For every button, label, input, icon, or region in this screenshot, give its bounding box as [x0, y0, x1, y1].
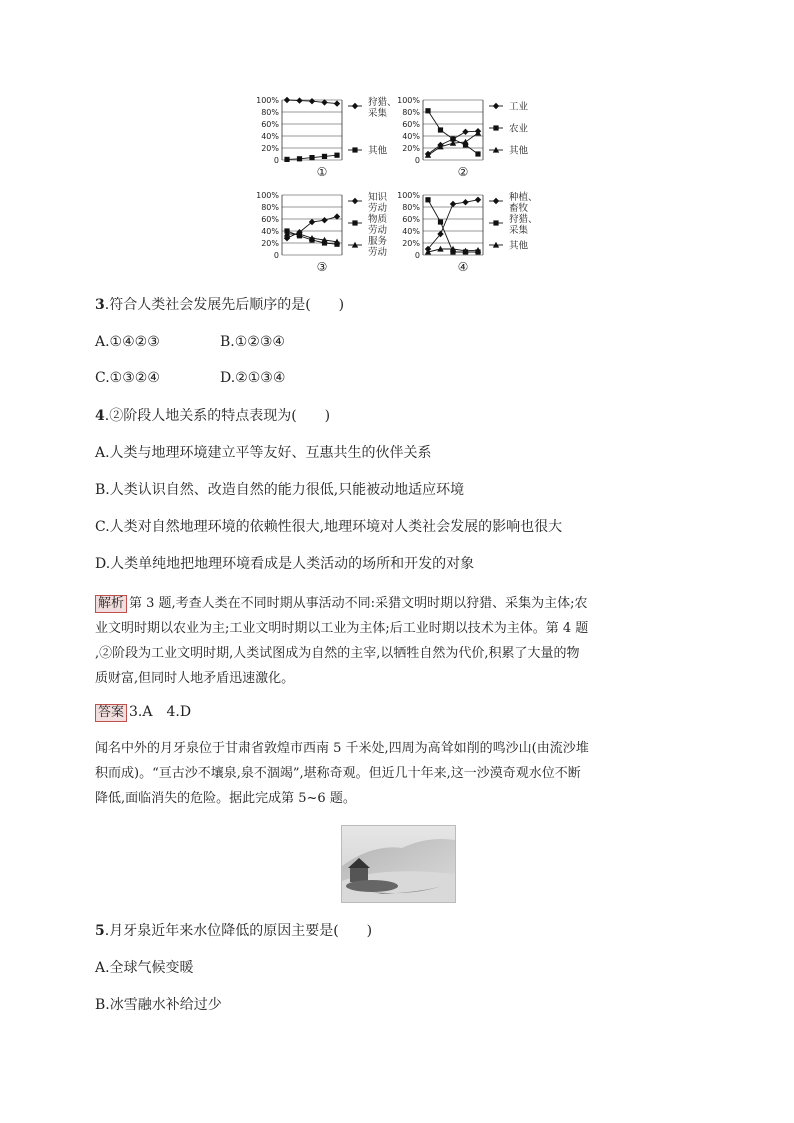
chart-data-point: [284, 157, 289, 162]
chart-tick-label: 20%: [261, 239, 279, 248]
answer-line: [95, 703, 191, 722]
legend-label: 狩猎、: [368, 97, 397, 108]
legend-label: 其他: [368, 145, 388, 157]
chart-tick-label: 60%: [261, 120, 279, 129]
analysis-line: 质财富,但同时人地矛盾迅速激化。: [95, 671, 295, 686]
q5-option-a: A.全球气候变暖: [95, 960, 194, 976]
legend-marker: [352, 198, 358, 204]
chart-tick-label: 20%: [402, 239, 420, 248]
chart-data-point: [321, 217, 327, 223]
legend-marker: [493, 103, 499, 109]
analysis-line: ,②阶段为工业文明时期,人类试图成为自然的主宰,以牺牲自然为代价,积累了大量的物: [95, 646, 580, 661]
chart-grid: [0, 0, 794, 290]
chart-data-point: [438, 219, 443, 224]
question-text: .符合人类社会发展先后顺序的是( ): [104, 297, 345, 313]
chart-tick-label: 80%: [402, 108, 420, 117]
legend-label: 畜牧: [509, 203, 529, 214]
chart-tick-label: 0: [273, 156, 279, 165]
chart-data-point: [462, 199, 468, 205]
chart-tick-label: 20%: [402, 144, 420, 153]
q5-option-b: B.冰雪融水补给过少: [95, 997, 222, 1013]
legend-label: 劳动: [368, 203, 388, 214]
legend-label: 知识: [368, 192, 388, 203]
legend-marker: [493, 220, 498, 225]
legend-marker: [352, 220, 357, 225]
chart-tick-label: 60%: [261, 215, 279, 224]
chart-tick-label: 40%: [402, 227, 420, 236]
legend-label: 劳动: [368, 247, 388, 258]
passage-line: 积而成)。“亘古沙不壤泉,泉不涸竭”,堪称奇观。但近几十年来,这一沙漠奇观水位不断: [95, 766, 581, 781]
chart-data-point: [462, 139, 468, 145]
chart-tick-label: 0: [273, 251, 279, 260]
q3-option-b: B.①②③④: [220, 334, 285, 350]
chart-data-point: [475, 197, 481, 203]
legend-label: 狩猎、: [509, 214, 538, 225]
chart-data-point: [425, 197, 430, 202]
question-5-stem: [95, 922, 372, 940]
passage-block: [95, 736, 695, 811]
chart-data-point: [334, 100, 340, 106]
chart-number-label: ②: [457, 165, 469, 179]
analysis-tag: 解析: [95, 595, 127, 613]
chart-number-label: ①: [316, 165, 328, 179]
passage-line: 闻名中外的月牙泉位于甘肃省敦煌市西南 5 千米处,四周为高耸如削的鸣沙山(由流沙堆: [95, 741, 589, 756]
chart-tick-label: 60%: [402, 120, 420, 129]
question-3-stem: [95, 296, 344, 314]
question-text: .②阶段人地关系的特点表现为( ): [104, 408, 331, 424]
legend-label: 物质: [368, 214, 388, 225]
analysis-line: 业文明时期以农业为主;工业文明时期以工业为主体;后工业时期以技术为主体。第 4 题: [95, 621, 589, 636]
q4-option-c: C.人类对自然地理环境的依赖性很大,地理环境对人类社会发展的影响也很大: [95, 519, 563, 535]
question-4-stem: [95, 407, 330, 425]
chart-tick-label: 60%: [402, 215, 420, 224]
chart-data-point: [296, 97, 302, 103]
legend-marker: [493, 198, 499, 204]
q4-option-d: D.人类单纯地把地理环境看成是人类活动的场所和开发的对象: [95, 556, 475, 572]
legend-label: 农业: [509, 123, 529, 135]
legend-label: 劳动: [368, 225, 388, 236]
question-text: .月牙泉近年来水位降低的原因主要是( ): [104, 923, 373, 939]
legend-marker: [352, 147, 357, 152]
legend-label: 其他: [509, 240, 529, 252]
answer-text: 3.A 4.D: [129, 704, 192, 720]
chart-tick-label: 80%: [261, 203, 279, 212]
chart-tick-label: 0: [414, 156, 420, 165]
q3-option-c: C.①③②④: [95, 370, 160, 386]
chart-tick-label: 0: [414, 251, 420, 260]
legend-label: 种植、: [509, 192, 538, 203]
chart-data-point: [475, 151, 480, 156]
legend-label: 服务: [368, 236, 388, 247]
q4-option-b: B.人类认识自然、改造自然的能力很低,只能被动地适应环境: [95, 482, 465, 498]
chart-tick-label: 40%: [402, 132, 420, 141]
chart-tick-label: 40%: [261, 227, 279, 236]
analysis-line: 解析 第 3 题,考查人类在不同时期从事活动不同:采猎文明时期以狩猎、采集为主体;农: [95, 591, 695, 616]
chart-tick-label: 100%: [397, 191, 420, 200]
chart-series-line: [428, 200, 478, 252]
chart-tick-label: 80%: [402, 203, 420, 212]
chart-tick-label: 100%: [397, 96, 420, 105]
chart-number-label: ④: [457, 260, 469, 274]
legend-marker: [493, 125, 498, 130]
crescent-spring-photo: [341, 825, 456, 903]
chart-series-line: [428, 111, 478, 154]
chart-data-point: [462, 129, 468, 135]
chart-tick-label: 100%: [256, 191, 279, 200]
legend-label: 采集: [509, 225, 529, 236]
chart-data-point: [284, 97, 290, 103]
answer-tag: 答案: [95, 704, 127, 722]
analysis-block: [95, 591, 695, 691]
chart-data-point: [297, 156, 302, 161]
question-number: 5: [95, 923, 105, 939]
chart-tick-label: 40%: [261, 132, 279, 141]
chart-data-point: [322, 154, 327, 159]
chart-data-point: [334, 153, 339, 158]
chart-tick-label: 100%: [256, 96, 279, 105]
chart-data-point: [309, 98, 315, 104]
chart-data-point: [309, 155, 314, 160]
chart-data-point: [438, 127, 443, 132]
q4-option-a: A.人类与地理环境建立平等友好、互惠共生的伙伴关系: [95, 445, 432, 461]
question-number: 4: [95, 408, 105, 424]
question-number: 3: [95, 297, 105, 313]
chart-tick-label: 80%: [261, 108, 279, 117]
chart-data-point: [450, 201, 456, 207]
legend-marker: [352, 103, 358, 109]
chart-data-point: [425, 108, 430, 113]
legend-label: 采集: [368, 108, 388, 119]
passage-line: 降低,面临消失的危险。据此完成第 5~6 题。: [95, 791, 356, 806]
q3-option-a: A.①④②③: [95, 334, 160, 350]
chart-tick-label: 20%: [261, 144, 279, 153]
legend-label: 工业: [509, 101, 529, 113]
chart-number-label: ③: [316, 260, 328, 274]
q3-option-d: D.②①③④: [220, 370, 286, 386]
legend-label: 其他: [509, 145, 529, 157]
